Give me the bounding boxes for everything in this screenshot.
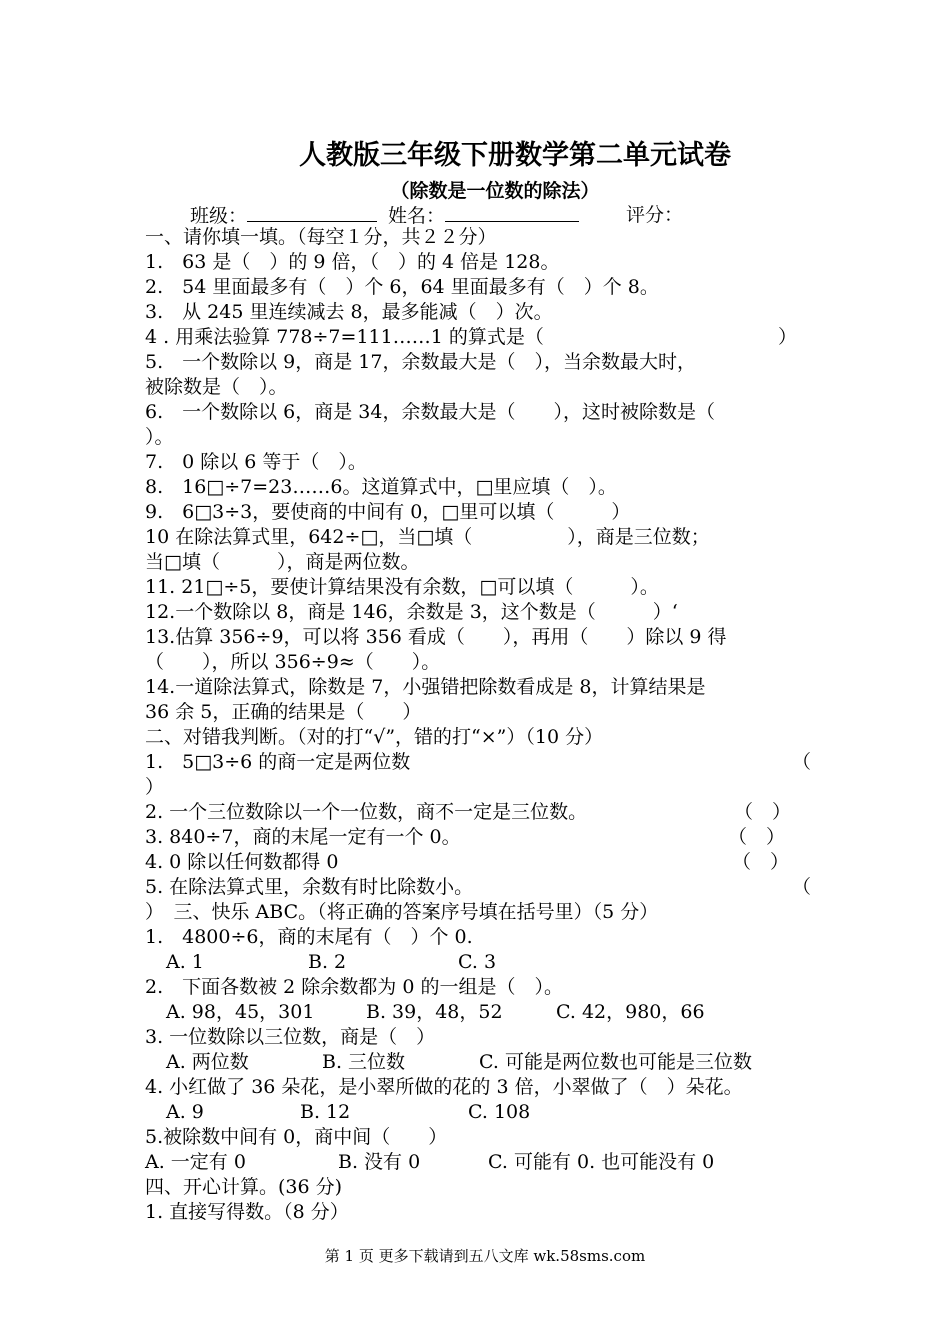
judge-3: 3. 840÷7，商的末尾一定有一个 0。	[145, 826, 461, 848]
choice-4: 4. 小红做了 36 朵花，是小翠所做的花的 3 倍，小翠做了（ ）朵花。	[145, 1076, 743, 1098]
calc-part-1: 1. 直接写得数。（8 分）	[145, 1201, 349, 1223]
page-footer: 第 1 页 更多下载请到五八文库 wk.58sms.com	[324, 1247, 646, 1265]
question-1-4-close: ）	[778, 326, 798, 348]
judge-4-mark: （ ）	[732, 851, 790, 873]
choice-4-option-a: A. 9	[166, 1101, 204, 1123]
choice-3-option-a: A. 两位数	[166, 1051, 249, 1073]
section-2-heading: 二、对错我判断。（对的打“√”，错的打“×”）（10 分）	[145, 726, 604, 748]
question-1-6-cont: ）。	[145, 426, 174, 448]
section-3-heading: ） 三、快乐 ABC。（将正确的答案序号填在括号里）（5 分）	[145, 901, 659, 923]
name-label: 姓名：	[388, 205, 446, 227]
section-4-heading: 四、开心计算。(36 分)	[145, 1176, 343, 1198]
question-1-14-cont: 36 余 5，正确的结果是（ ）	[145, 701, 422, 723]
question-1-9: 9. 6□3÷3，要使商的中间有 0，□里可以填（ ）	[145, 501, 631, 523]
question-1-13: 13.估算 356÷9，可以将 356 看成（ ），再用（ ）除以 9 得	[145, 626, 727, 648]
choice-3-option-b: B. 三位数	[322, 1051, 406, 1073]
question-1-6: 6. 一个数除以 6，商是 34，余数最大是（ ），这时被除数是（	[145, 401, 715, 423]
score-label: 评分：	[626, 204, 684, 226]
judge-5-open: （	[792, 876, 812, 898]
page-title: 人教版三年级下册数学第二单元试卷	[299, 140, 731, 171]
question-1-4: 4 . 用乘法验算 778÷7=111……1 的算式是（	[145, 326, 544, 348]
choice-2-option-b: B. 39，48，52	[366, 1001, 503, 1023]
judge-1: 1. 5□3÷6 的商一定是两位数	[145, 751, 411, 773]
class-label: 班级：	[190, 205, 248, 227]
question-1-10-cont: 当□填（ ），商是两位数。	[145, 551, 420, 573]
choice-5-option-c: C. 可能有 0. 也可能没有 0	[488, 1151, 715, 1173]
choice-1-option-a: A. 1	[166, 951, 204, 973]
choice-2: 2. 下面各数被 2 除余数都为 0 的一组是（ ）。	[145, 976, 563, 998]
page-subtitle: （除数是一位数的除法）	[390, 180, 600, 202]
judge-3-mark: （ ）	[728, 826, 786, 848]
choice-2-option-c: C. 42，980，66	[556, 1001, 705, 1023]
question-1-7: 7. 0 除以 6 等于（ ）。	[145, 451, 367, 473]
choice-4-option-c: C. 108	[468, 1101, 531, 1123]
question-1-10: 10 在除法算式里，642÷□，当□填（ ），商是三位数；	[145, 526, 710, 548]
choice-3-option-c: C. 可能是两位数也可能是三位数	[479, 1051, 752, 1073]
question-1-1: 1. 63 是（ ）的 9 倍，（ ）的 4 倍是 128。	[145, 251, 560, 273]
judge-2-mark: （ ）	[734, 801, 792, 823]
choice-5-option-a: A. 一定有 0	[145, 1151, 246, 1173]
question-1-14: 14.一道除法算式，除数是 7，小强错把除数看成是 8，计算结果是	[145, 676, 706, 698]
choice-5-option-b: B. 没有 0	[338, 1151, 421, 1173]
choice-2-option-a: A. 98，45，301	[166, 1001, 315, 1023]
question-1-5: 5. 一个数除以 9，商是 17，余数最大是（ ），当余数最大时，	[145, 351, 696, 373]
choice-5: 5.被除数中间有 0，商中间（ ）	[145, 1126, 448, 1148]
choice-4-option-b: B. 12	[300, 1101, 351, 1123]
section-1-heading: 一、请你填一填。（每空１分，共２２分）	[145, 226, 497, 248]
question-1-2: 2. 54 里面最多有（ ）个 6，64 里面最多有（ ）个 8。	[145, 276, 659, 298]
judge-5: 5. 在除法算式里，余数有时比除数小。	[145, 876, 474, 898]
class-blank	[247, 203, 377, 222]
judge-2: 2. 一个三位数除以一个一位数，商不一定是三位数。	[145, 801, 588, 823]
question-1-5-cont: 被除数是（ ）。	[145, 376, 288, 398]
judge-1-open: （	[792, 751, 812, 773]
question-1-12: 12.一个数除以 8，商是 146，余数是 3，这个数是（ ）‘	[145, 601, 678, 623]
question-1-8: 8. 16□÷7=23……6。这道算式中，□里应填（ ）。	[145, 476, 617, 498]
name-blank	[445, 203, 579, 222]
choice-3: 3. 一位数除以三位数，商是（ ）	[145, 1026, 436, 1048]
judge-4: 4. 0 除以任何数都得 0	[145, 851, 339, 873]
choice-1: 1. 4800÷6，商的末尾有（ ）个 0.	[145, 926, 473, 948]
question-1-11: 11. 21□÷5，要使计算结果没有余数，□可以填（ ）。	[145, 576, 659, 598]
question-1-13-cont: （ ），所以 356÷9≈（ ）。	[145, 651, 441, 673]
choice-1-option-c: C. 3	[458, 951, 497, 973]
judge-1-close: ）	[145, 776, 165, 798]
question-1-3: 3. 从 245 里连续减去 8，最多能减（ ）次。	[145, 301, 553, 323]
choice-1-option-b: B. 2	[308, 951, 347, 973]
